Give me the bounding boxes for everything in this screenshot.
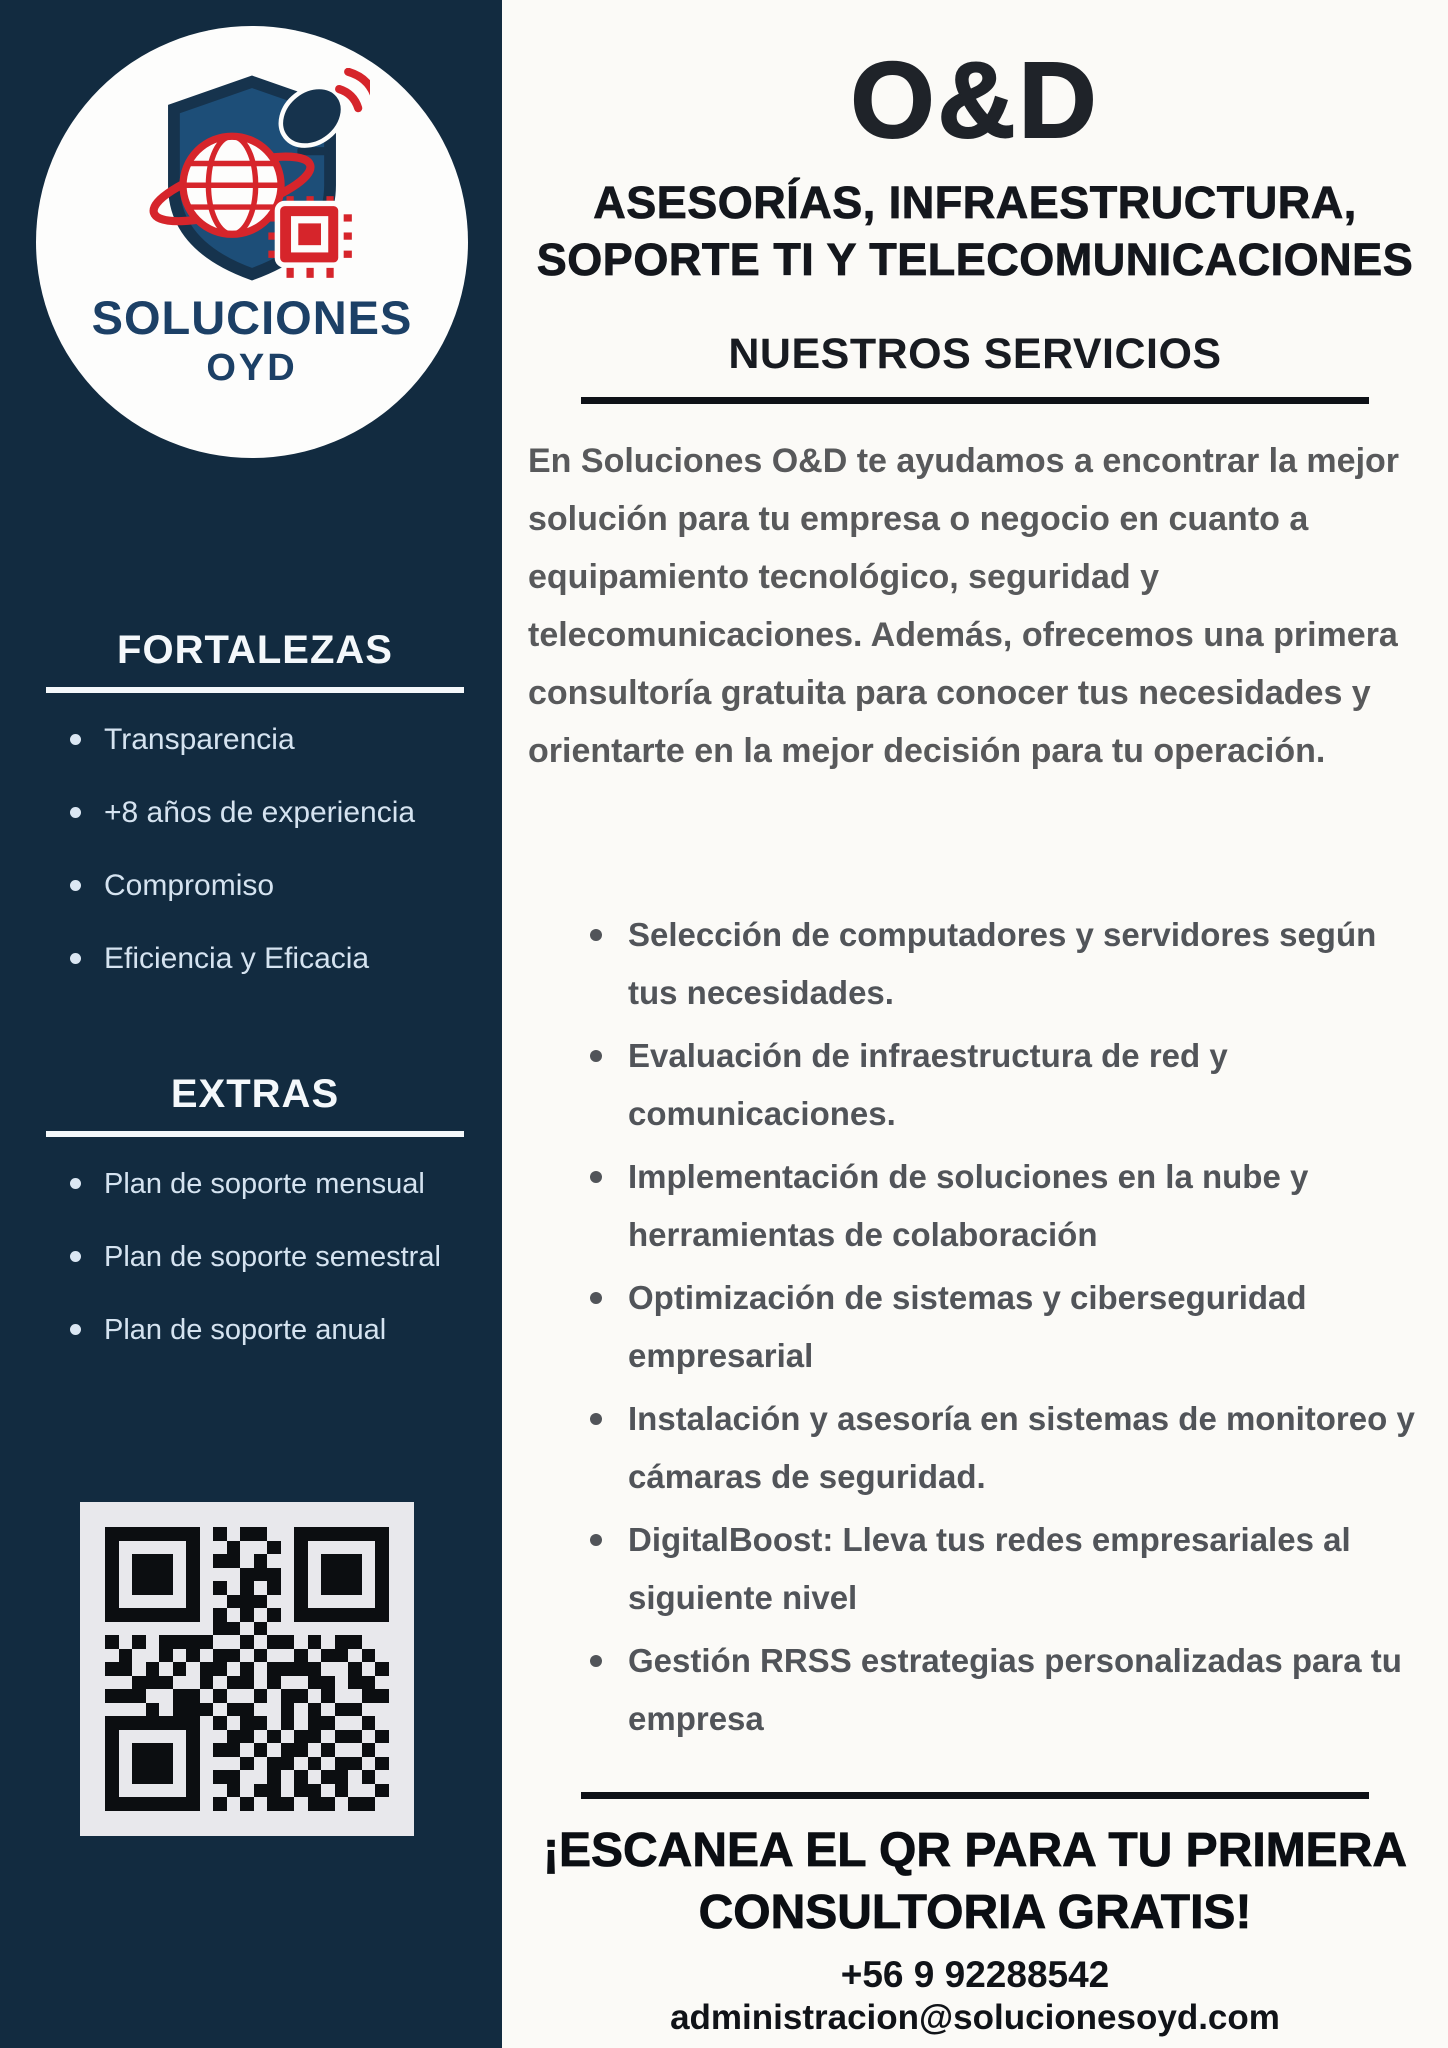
qr-code	[105, 1527, 389, 1811]
list-item: Plan de soporte semestral	[70, 1240, 464, 1274]
fortalezas-list	[46, 723, 464, 976]
service-item: Optimización de sistemas y ciberseguridad empresarial	[588, 1269, 1420, 1385]
qr-code-tile	[80, 1502, 414, 1836]
list-item: Transparencia	[70, 723, 464, 757]
list-item: Plan de soporte anual	[70, 1313, 464, 1347]
brand-title: O&D	[850, 39, 1100, 160]
logo-wordmark-line2: OYD	[206, 347, 298, 389]
chip-icon	[268, 196, 352, 278]
intro-paragraph: En Soluciones O&D te ayudamos a encontrar la mejor solución para tu empresa o negocio en cuanto a equipamiento tecnológico, seguridad y telecomunicaciones. Además, ofrecemos una primera consultoría gratuita para conocer tus necesidades y orientarte en la mejor decisión para tu operación.	[528, 442, 1400, 770]
service-item: Selección de computadores y servidores según tus necesidades.	[588, 906, 1420, 1022]
list-item: Plan de soporte mensual	[70, 1167, 464, 1201]
email-address: administracion@solucionesoyd.com	[670, 1998, 1280, 2037]
services-header	[502, 330, 1448, 404]
list-item: +8 años de experiencia	[70, 796, 464, 830]
sidebar	[0, 0, 502, 2048]
list-item: Eficiencia y Eficacia	[70, 942, 464, 976]
service-item: Gestión RRSS estrategias personalizadas para tu empresa	[588, 1632, 1420, 1748]
cta-line2: CONSULTORIA GRATIS!	[698, 1886, 1252, 1939]
subtitle-line1: ASESORÍAS, INFRAESTRUCTURA,	[593, 177, 1357, 228]
service-item: DigitalBoost: Lleva tus redes empresariales al siguiente nivel	[588, 1511, 1420, 1627]
extras-title: EXTRAS	[170, 1072, 340, 1116]
cta-divider	[581, 1792, 1369, 1799]
phone-number: +56 9 92288542	[840, 1954, 1110, 1995]
cta-line1: ¡ESCANEA EL QR PARA TU PRIMERA	[542, 1824, 1408, 1877]
service-item: Instalación y asesoría en sistemas de monitoreo y cámaras de seguridad.	[588, 1390, 1420, 1506]
logo-wordmark-line1: SOLUCIONES	[91, 291, 413, 344]
list-item: Compromiso	[70, 869, 464, 903]
header	[502, 39, 1448, 288]
fortalezas-underline	[46, 687, 464, 693]
service-item: Evaluación de infraestructura de red y comunicaciones.	[588, 1027, 1420, 1143]
services-list	[588, 906, 1420, 1753]
extras-list	[46, 1167, 464, 1347]
logo-badge	[36, 26, 468, 458]
company-logo	[134, 68, 370, 288]
service-item: Implementación de soluciones en la nube y herramientas de colaboración	[588, 1148, 1420, 1264]
fortalezas-title: FORTALEZAS	[117, 628, 393, 672]
services-heading-underline	[581, 397, 1369, 404]
section-extras	[46, 1072, 464, 1386]
extras-underline	[46, 1131, 464, 1137]
section-fortalezas	[46, 628, 464, 1015]
subtitle-line2: SOPORTE TI Y TELECOMUNICACIONES	[536, 234, 1414, 285]
services-heading: NUESTROS SERVICIOS	[728, 330, 1222, 378]
main-content	[502, 0, 1448, 2048]
cta-section	[502, 1820, 1448, 2038]
